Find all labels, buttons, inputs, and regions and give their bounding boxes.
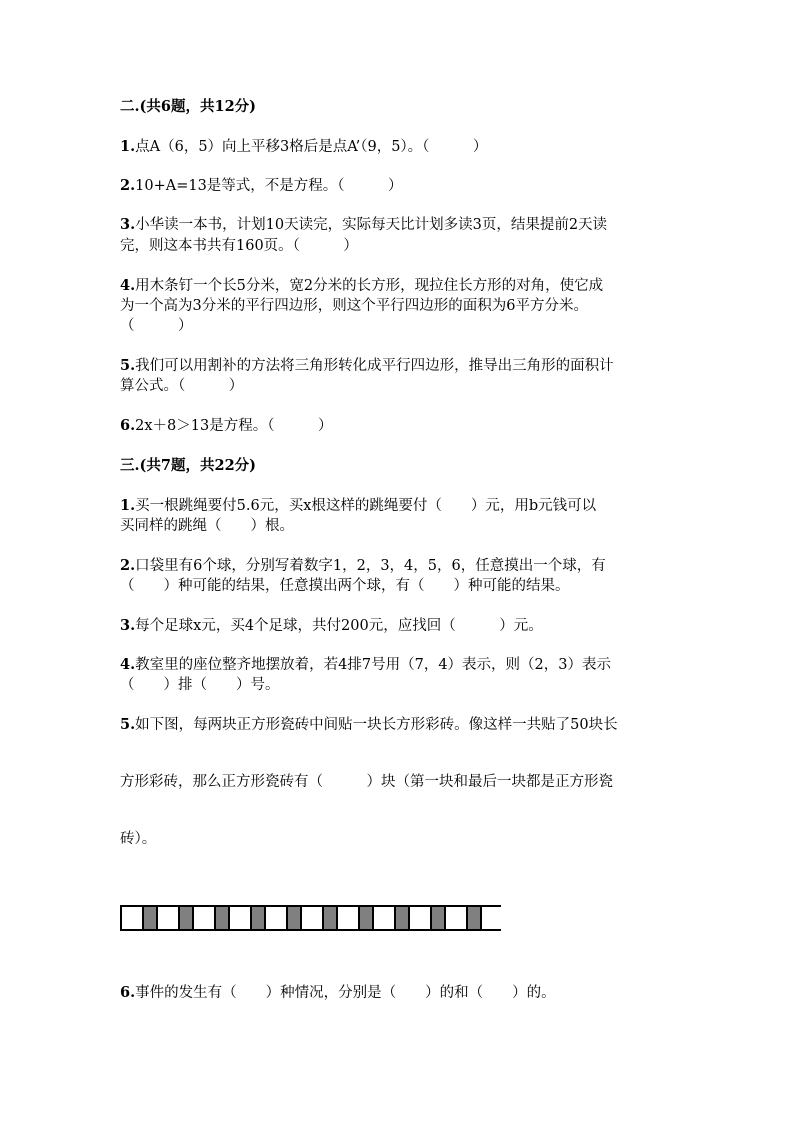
s3-q1-line-1 [120,496,596,516]
s2-q1-number: 1. [120,138,136,155]
rectangle-tile [143,906,157,930]
s2-q2-line-1 [120,176,403,196]
s2-q4-number: 4. [120,277,136,294]
s3-q6-line-1 [120,983,556,1003]
s3-q5-line-1 [120,715,618,735]
s3-q6-number: 6. [120,984,136,1001]
rectangle-tile [287,906,301,930]
square-tile [229,906,251,930]
s3-q3-number: 3. [120,617,136,634]
s3-q2-text-1: 口袋里有6个球，分别写着数字1，2，3，4，5，6，任意摸出一个球，有 [135,558,606,574]
section-3-heading: 三.(共7题，共22分) [120,457,257,474]
s2-q2-text: 10+A=13是等式，不是方程。（ ） [135,178,403,194]
s3-q4-text-1: 教室里的座位整齐地摆放着，若4排7号用（7，4）表示，则（2，3）表示 [135,657,611,673]
tile-pattern-figure [120,905,501,931]
rectangle-tile [467,906,481,930]
s2-q6-line-1 [120,416,332,436]
square-tile [265,906,287,930]
square-tile [481,906,501,930]
s2-q5-number: 5. [120,357,136,374]
s2-q5-text-1: 我们可以用割补的方法将三角形转化成平行四边形，推导出三角形的面积计 [135,358,614,374]
square-tile [373,906,395,930]
s3-q4-text-2: （ ）排（ ）号。 [120,677,280,693]
s2-q5-text-2: 算公式。（ ） [120,378,244,394]
rectangle-tile [431,906,445,930]
s3-q2-number: 2. [120,557,136,574]
square-tile [121,906,143,930]
s3-q5-text-1: 如下图，每两块正方形瓷砖中间贴一块长方形彩砖。像这样一共贴了50块长 [135,717,618,733]
square-tile [301,906,323,930]
s3-q6-text: 事件的发生有（ ）种情况，分别是（ ）的和（ ）的。 [135,985,556,1001]
square-tile [409,906,431,930]
s3-q5-text-2: 方形彩砖，那么正方形瓷砖有（ ）块（第一块和最后一块都是正方形瓷 [120,774,613,790]
tile-pattern-svg [120,905,501,931]
s3-q4-number: 4. [120,656,136,673]
s3-q2-text-2: （ ）种可能的结果，任意摸出两个球，有（ ）种可能的结果。 [120,578,570,594]
rectangle-tile [323,906,337,930]
rectangle-tile [395,906,409,930]
s2-q4-line-1 [120,276,603,296]
s3-q3-text: 每个足球x元，买4个足球，共付200元，应找回（ ）元。 [135,618,543,634]
s2-q4-text-1: 用木条钉一个长5分米，宽2分米的长方形，现拉住长方形的对角，使它成 [135,278,604,294]
s3-q1-text-1: 买一根跳绳要付5.6元，买x根这样的跳绳要付（ ）元，用b元钱可以 [135,498,597,514]
s2-q3-line-1 [120,215,607,235]
rectangle-tile [251,906,265,930]
s3-q2-line-1 [120,556,606,576]
s2-q4-text-2: 为一个高为3分米的平行四边形，则这个平行四边形的面积为6平方分米。 [120,298,588,314]
s2-q6-number: 6. [120,417,136,434]
square-tile [337,906,359,930]
s2-q3-number: 3. [120,216,136,233]
square-tile [157,906,179,930]
s2-q3-text-2: 完，则这本书共有160页。（ ） [120,238,358,254]
square-tile [445,906,467,930]
s2-q3-text-1: 小华读一本书，计划10天读完，实际每天比计划多读3页，结果提前2天读 [135,217,608,233]
s3-q1-number: 1. [120,497,136,514]
section-2-heading: 二.(共6题，共12分) [120,98,257,115]
s2-q5-line-1 [120,356,614,376]
s2-q4-text-3: （ ） [120,318,193,334]
rectangle-tile [215,906,229,930]
s3-q1-text-2: 买同样的跳绳（ ）根。 [120,518,294,534]
square-tile [193,906,215,930]
s3-q4-line-1 [120,655,611,675]
s2-q1-text: 点A（6，5）向上平移3格后是点A’（9，5）。（ ） [135,139,488,155]
rectangle-tile [179,906,193,930]
s2-q6-text: 2x＋8＞13是方程。（ ） [135,418,333,434]
rectangle-tile [359,906,373,930]
s3-q5-number: 5. [120,716,136,733]
s2-q1-line-1 [120,137,487,157]
s2-q2-number: 2. [120,177,136,194]
s3-q5-text-3: 砖）。 [120,831,157,847]
s3-q3-line-1 [120,616,543,636]
